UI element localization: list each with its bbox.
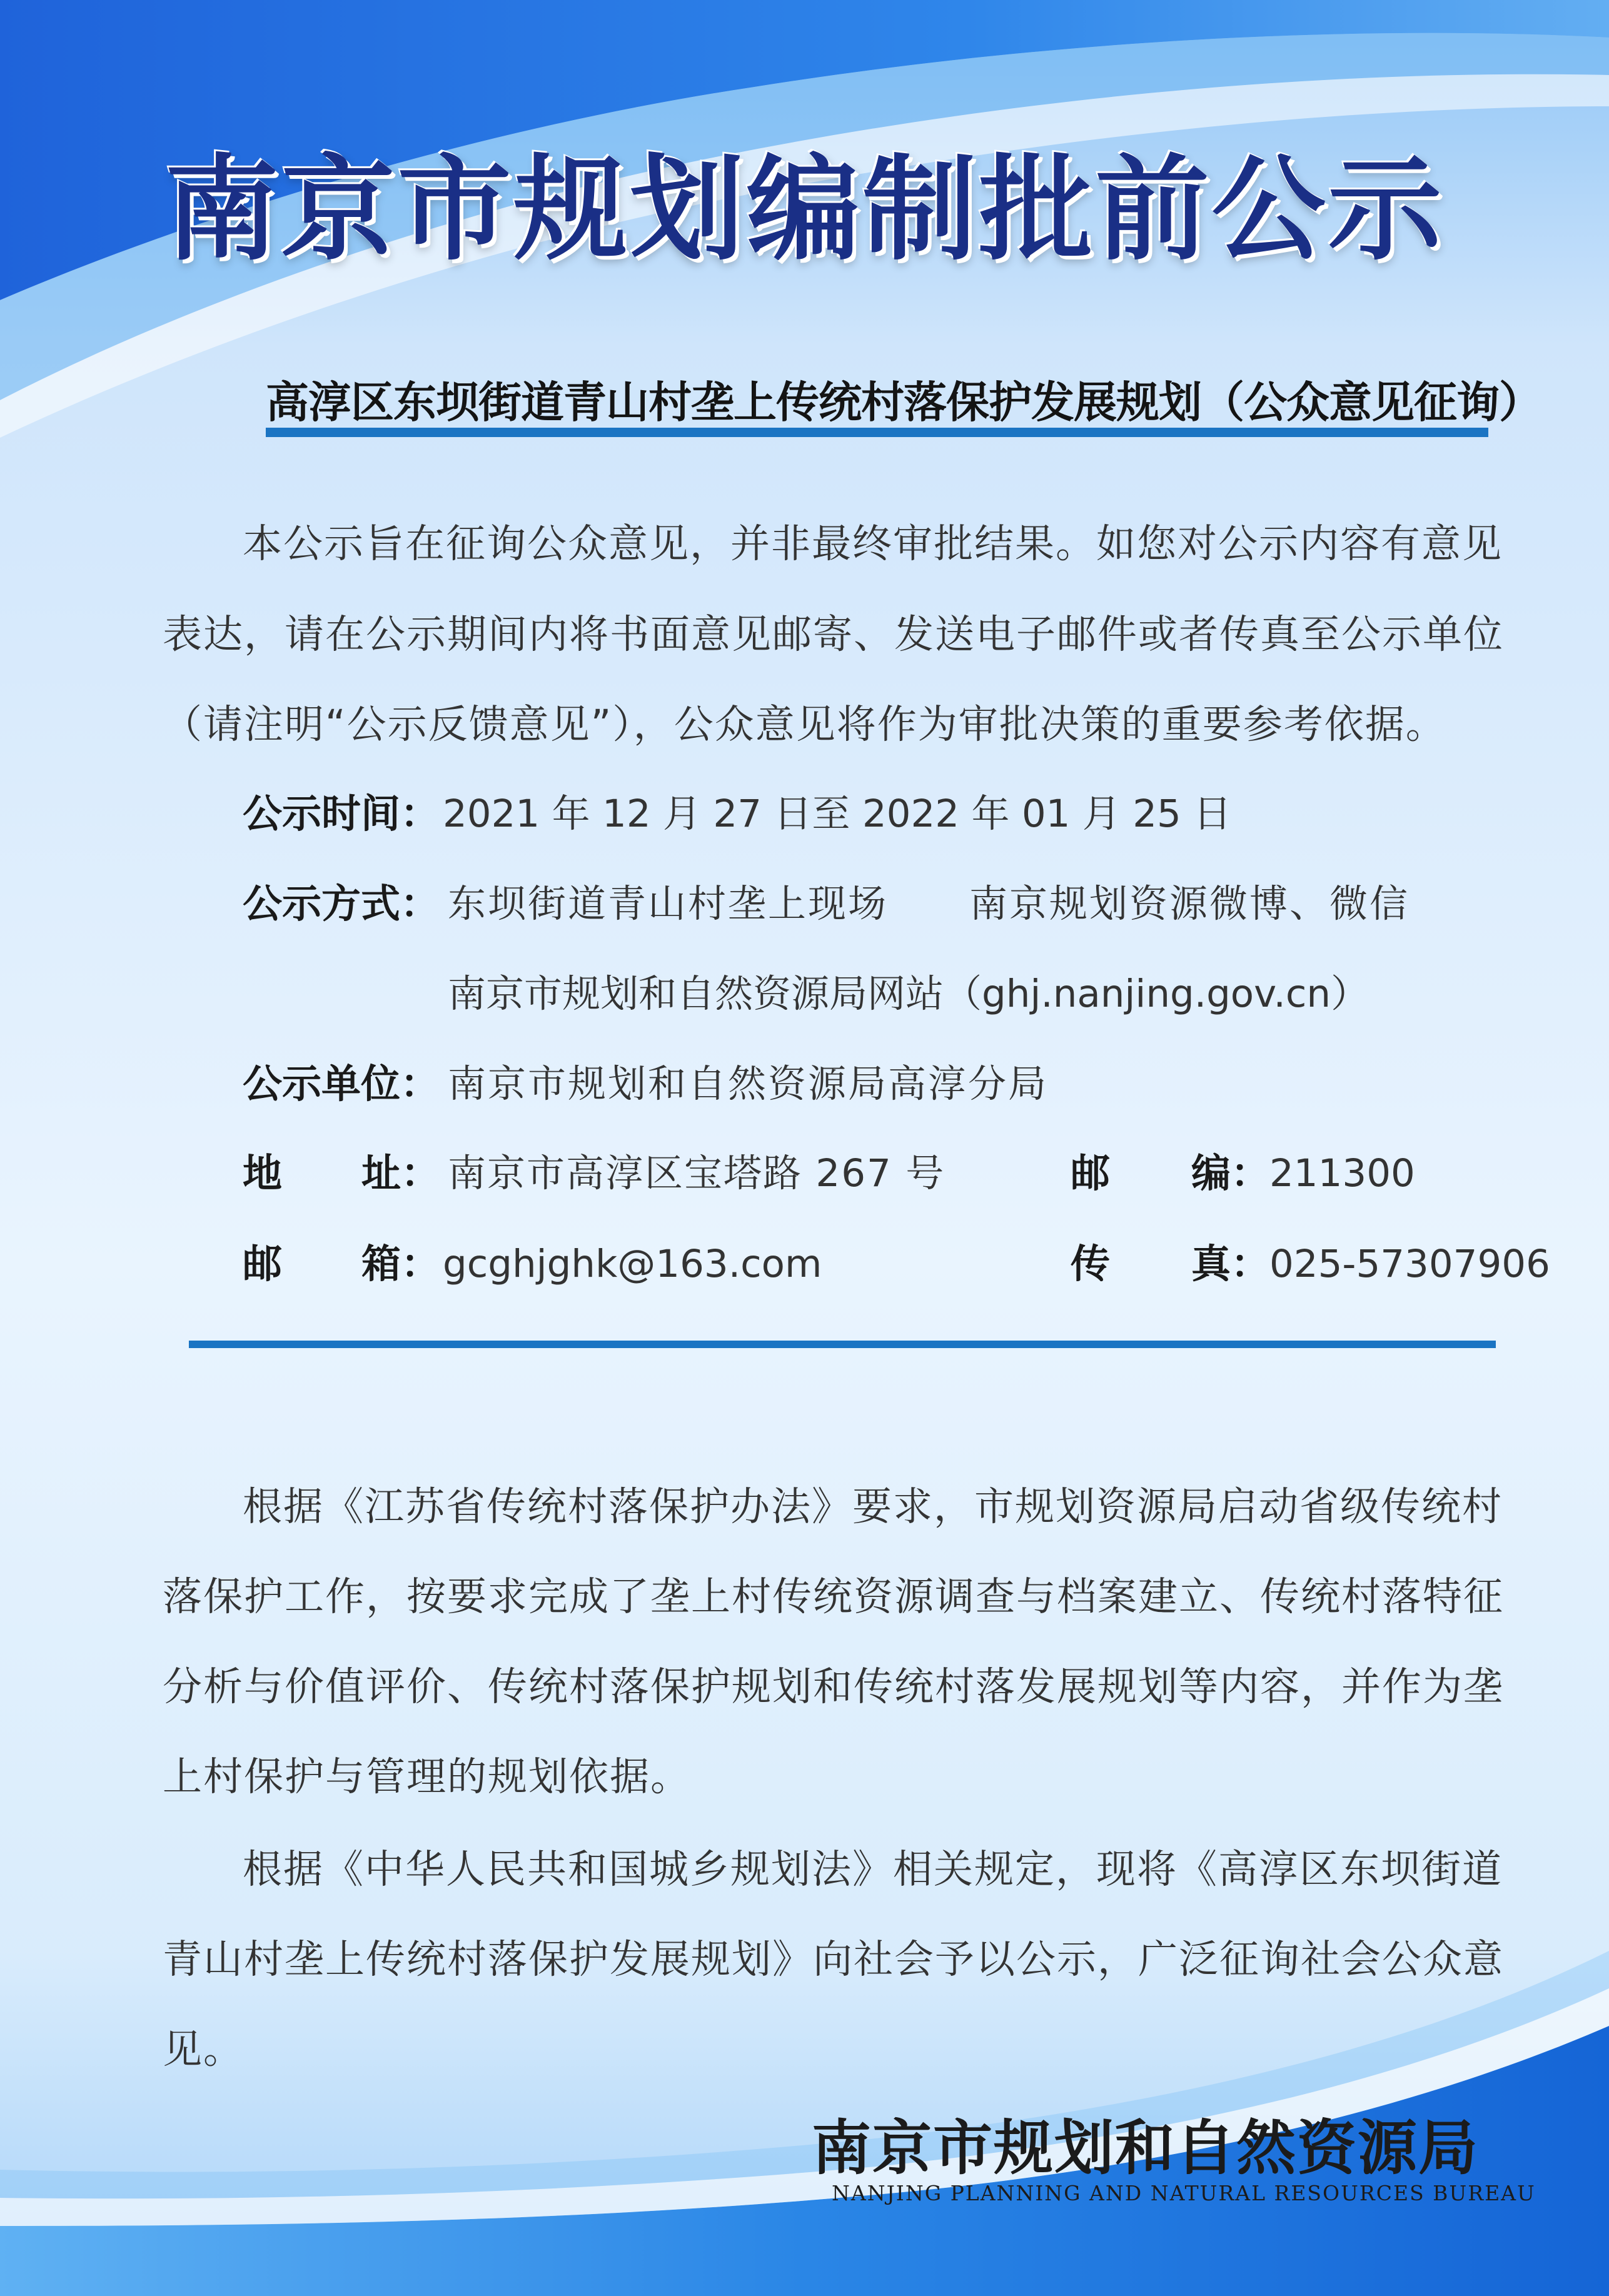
address-value: 南京市高淳区宝塔路 267 号 bbox=[448, 1151, 946, 1196]
plan-subtitle: 高淳区东坝街道青山村垄上传统村落保护发展规划（公众意见征询） bbox=[266, 377, 1541, 428]
notice-line: 本公示旨在征询公众意见，并非最终审批结果。如您对公示内容有意见 bbox=[243, 521, 1503, 566]
method-label: 公示方式： bbox=[243, 881, 440, 927]
email-value: gcghjghk@163.com bbox=[443, 1242, 822, 1286]
subtitle-divider bbox=[266, 428, 1488, 437]
fax-label-a: 传 bbox=[1071, 1241, 1110, 1287]
body-line: 分析与价值评价、传统村落保护规划和传统村落发展规划等内容，并作为垄 bbox=[163, 1664, 1504, 1709]
notice-line: 表达，请在公示期间内将书面意见邮寄、发送电子邮件或者传真至公示单位 bbox=[163, 612, 1504, 657]
method-value-weibo: 南京规划资源微博、微信 bbox=[969, 882, 1410, 926]
method-value-website: 南京市规划和自然资源局网站（ghj.nanjing.gov.cn） bbox=[448, 972, 1369, 1016]
body-line: 见。 bbox=[163, 2027, 244, 2072]
fax-value: 025-57307906 bbox=[1269, 1242, 1550, 1286]
period-value: 2021 年 12 月 27 日至 2022 年 01 月 25 日 bbox=[443, 792, 1232, 836]
email-label-a: 邮 bbox=[243, 1241, 282, 1287]
body-line: 青山村垄上传统村落保护发展规划》向社会予以公示，广泛征询社会公众意 bbox=[163, 1936, 1504, 1982]
postcode-label-a: 邮 bbox=[1071, 1151, 1110, 1196]
unit-label: 公示单位： bbox=[243, 1061, 440, 1107]
unit-value: 南京市规划和自然资源局高淳分局 bbox=[448, 1062, 1049, 1106]
info-divider bbox=[189, 1341, 1496, 1348]
body-line: 根据《中华人民共和国城乡规划法》相关规定，现将《高淳区东坝街道 bbox=[243, 1846, 1503, 1892]
method-value-site: 东坝街道青山村垄上现场 bbox=[448, 882, 889, 926]
page-title: 南京市规划编制批前公示 bbox=[164, 142, 1445, 276]
body-line: 根据《江苏省传统村落保护办法》要求，市规划资源局启动省级传统村 bbox=[243, 1484, 1503, 1529]
postcode-value: 211300 bbox=[1269, 1151, 1415, 1196]
body-line: 上村保护与管理的规划依据。 bbox=[163, 1754, 691, 1800]
footer-org-english: NANJING PLANNING AND NATURAL RESOURCES BUREAU bbox=[832, 2181, 1536, 2205]
footer-org-name: 南京市规划和自然资源局 bbox=[812, 2113, 1480, 2183]
fax-label-b: 真： bbox=[1191, 1241, 1270, 1287]
address-label-a: 地 bbox=[243, 1151, 282, 1196]
period-label: 公示时间： bbox=[243, 791, 440, 837]
body-line: 落保护工作，按要求完成了垄上村传统资源调查与档案建立、传统村落特征 bbox=[163, 1574, 1504, 1619]
notice-line: （请注明“公示反馈意见”），公众意见将作为审批决策的重要参考依据。 bbox=[163, 702, 1446, 747]
address-label-b: 址： bbox=[361, 1151, 440, 1196]
email-label-b: 箱： bbox=[361, 1241, 440, 1287]
postcode-label-b: 编： bbox=[1191, 1151, 1270, 1196]
